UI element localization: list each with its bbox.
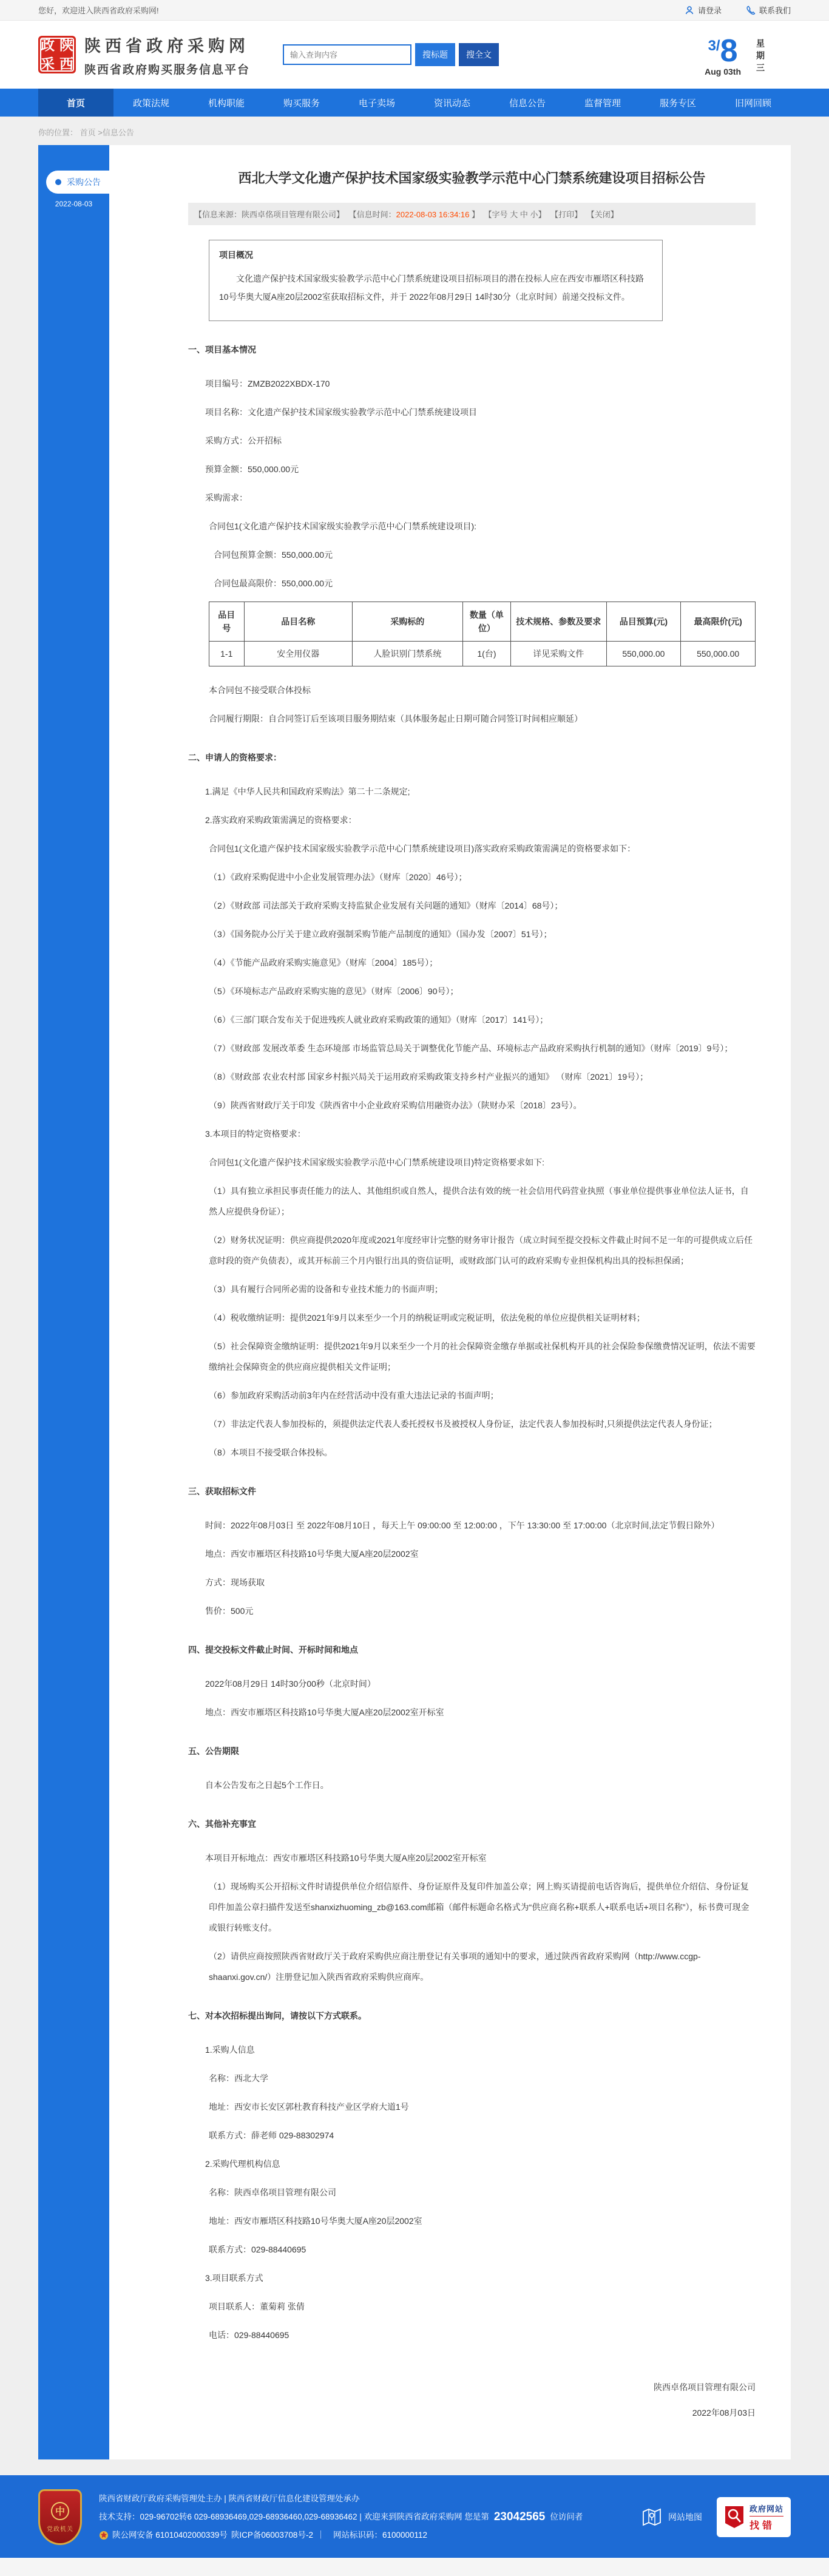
article-paragraph: 电话：029-88440695 xyxy=(209,2330,289,2340)
nav-item[interactable]: 监督管理 xyxy=(584,98,621,109)
article-paragraph: 售价：500元 xyxy=(205,1606,254,1616)
main-nav xyxy=(0,89,829,117)
page-title: 西北大学文化遗产保护技术国家级实验教学示范中心门禁系统建设项目招标公告 xyxy=(238,171,706,186)
site-subtitle: 陕西省政府购买服务信息平台 xyxy=(84,63,251,76)
article-paragraph: （7）《财政部 发展改革委 生态环境部 市场监管总局关于调整优化节能产品、环境标志产品政府采购执行机制的通知》（财库〔2019〕9号）； xyxy=(209,1043,733,1053)
article-paragraph: 合同包1(文化遗产保护技术国家级实验教学示范中心门禁系统建设项目)特定资格要求如下: xyxy=(209,1158,544,1167)
nav-item[interactable]: 机构职能 xyxy=(208,98,245,109)
article-paragraph: 二、申请人的资格要求： xyxy=(188,753,282,762)
meta-source: 【信息来源：陕西卓佲项目管理有限公司】 xyxy=(194,210,345,219)
nav-item[interactable]: 旧网回顾 xyxy=(734,98,771,109)
article-paragraph: 项目联系人：董菊莉 张倩 xyxy=(209,2302,305,2311)
bottom-strip xyxy=(0,2558,829,2576)
article-paragraph: 时间：2022年08月03日 至 2022年08月10日 ，每天上午 09:00:00 至 12:00:00 ，下午 13:30:00 至 17:00:00（北京时间,法定节假日除外） xyxy=(205,1520,720,1530)
article-paragraph: （8）《财政部 农业农村部 国家乡村振兴局关于运用政府采购政策支持乡村产业振兴的通知》 （财库〔2021〕19号）； xyxy=(209,1072,649,1082)
article-paragraph: 六、其他补充事宜 xyxy=(188,1819,256,1829)
table-row: 1-1 安全用仪器 人脸识别门禁系统 1(台) 详见采购文件 550,000.00 550,000.00 xyxy=(209,642,756,666)
site-header xyxy=(0,21,829,89)
project-overview-box xyxy=(209,240,663,321)
breadcrumb-current-link[interactable]: 信息公告 xyxy=(102,128,134,137)
search-title-button[interactable]: 搜标题 xyxy=(415,43,455,66)
site-code: ｜ 网站标识码：6100000112 xyxy=(316,2530,428,2540)
article-meta-bar xyxy=(188,203,756,225)
error-magnifier-icon xyxy=(724,2505,745,2529)
article-paragraph: 地点：西安市雁塔区科技路10号华奥大厦A座20层2002室 xyxy=(205,1549,419,1559)
weekday-label: 星期三 xyxy=(756,39,765,75)
article-paragraph: 合同包预算金额：550,000.00元 xyxy=(214,550,333,560)
font-size-controls[interactable]: 【字号 大 中 小】 xyxy=(484,210,546,219)
article-paragraph: 项目名称：文化遗产保护技术国家级实验教学示范中心门禁系统建设项目 xyxy=(205,407,477,417)
login-link[interactable]: 请登录 xyxy=(685,4,722,16)
article-paragraph: 合同履行期限：自合同签订后至该项目服务期结束（具体服务起止日期可随合同签订时间相应顺延） xyxy=(209,714,583,724)
article-paragraph: 四、提交投标文件截止时间、开标时间和地点 xyxy=(188,1645,358,1655)
article-paragraph: （2）《财政部 司法部关于政府采购支持监狱企业发展有关问题的通知》（财库〔2014〕68号）； xyxy=(209,901,563,910)
close-button[interactable]: 【关闭】 xyxy=(586,210,618,219)
sitemap-link[interactable]: 网站地图 xyxy=(641,2507,702,2527)
article-paragraph: 三、获取招标文件 xyxy=(188,1486,256,1496)
article-body-part1 xyxy=(188,339,756,594)
article-paragraph: （4）《节能产品政府采购实施意见》（财库〔2004〕185号）； xyxy=(209,958,438,968)
article-paragraph: 七、对本次招标提出询问，请按以下方式联系。 xyxy=(188,2011,367,2021)
article-paragraph: （2）请供应商按照陕西省财政厅关于政府采购供应商注册登记有关事项的通知中的要求，通过陕西省政府采购网（http://www.ccgp-shaanxi.gov.cn/）注册登记加入陕西省政府采购供应商库。 xyxy=(209,1951,701,1982)
article-paragraph: （3）《国务院办公厅关于建立政府强制采购节能产品制度的通知》（国办发〔2007〕51号）； xyxy=(209,929,552,939)
signature-date: 2022年08月03日 xyxy=(692,2408,756,2418)
contact-link[interactable]: 联系我们 xyxy=(746,4,791,16)
nav-item[interactable]: 信息公告 xyxy=(509,98,546,109)
article-paragraph: 项目编号：ZMZB2022XBDX-170 xyxy=(205,379,330,388)
article-paragraph: 采购需求： xyxy=(205,493,248,503)
nav-item[interactable]: 购买服务 xyxy=(283,98,320,109)
article-paragraph: 地址：西安市长安区郭杜教育科技产业区学府大道1号 xyxy=(209,2102,409,2112)
article-paragraph: 地点：西安市雁塔区科技路10号华奥大厦A座20层2002室开标室 xyxy=(205,1707,444,1717)
nav-item[interactable]: 服务专区 xyxy=(659,98,696,109)
left-sidebar xyxy=(38,145,109,2459)
article-panel xyxy=(109,145,791,2459)
signature-block xyxy=(188,2374,756,2425)
article-paragraph: （6）《三部门联合发布关于促进残疾人就业政府采购政策的通知》（财库〔2017〕141号）； xyxy=(209,1015,549,1025)
welcome-text: 您好，欢迎进入陕西省政府采购网! xyxy=(38,6,159,15)
article-paragraph: 本合同包不接受联合体投标 xyxy=(209,685,311,695)
article-paragraph: 3.本项目的特定资格要求： xyxy=(205,1129,306,1139)
nav-item[interactable]: 政策法规 xyxy=(132,98,169,109)
site-logo[interactable] xyxy=(38,33,250,77)
bullet-dot-icon xyxy=(55,179,61,185)
overview-heading: 项目概况 xyxy=(219,250,253,260)
date-english: Aug 03th xyxy=(705,67,741,76)
article-paragraph: 合同包最高限价：550,000.00元 xyxy=(214,578,333,588)
footer-organizer-line: 陕西省财政厅政府采购管理处主办 | 陕西省财政厅信息化建设管理处承办 xyxy=(99,2494,360,2503)
beian-number[interactable]: 陕公网安备 61010402000339号 xyxy=(112,2530,228,2540)
user-icon xyxy=(685,5,694,15)
article-paragraph: （1）具有独立承担民事责任能力的法人、其他组织或自然人，提供合法有效的统一社会信用代码营业执照（事业单位提供事业单位法人证书，自然人应提供身份证）； xyxy=(209,1186,749,1216)
article-paragraph: 名称：西北大学 xyxy=(209,2073,268,2083)
article-paragraph: 1.采购人信息 xyxy=(205,2045,255,2055)
content-layout xyxy=(38,145,791,2459)
search-input[interactable] xyxy=(283,44,411,65)
table-header-row: 品目号 品目名称 采购标的 数量（单位） 技术规格、参数及要求 品目预算(元) 最高限价(元) xyxy=(209,602,756,642)
article-paragraph: 1.满足《中华人民共和国政府采购法》第二十二条规定; xyxy=(205,787,410,796)
article-paragraph: 联系方式：029-88440695 xyxy=(209,2245,306,2254)
overview-text: 文化遗产保护技术国家级实验教学示范中心门禁系统建设项目招标项目的潜在投标人应在西安市雁塔区科技路10号华奥大厦A座20层2002室获取招标文件，并于 2022年08月29日 14时30分（北京时间）前递交投标文件。 xyxy=(219,274,644,302)
phone-icon xyxy=(746,5,756,15)
visitor-count: 23042565 xyxy=(493,2510,546,2523)
date-day: 8 xyxy=(720,33,738,69)
date-month: 3/ xyxy=(708,38,720,54)
gov-site-error-report-button[interactable]: 政府网站 找错 xyxy=(717,2497,791,2537)
article-paragraph: （1）《政府采购促进中小企业发展管理办法》（财库〔2020〕46号）； xyxy=(209,872,467,882)
nav-item[interactable]: 资讯动态 xyxy=(433,98,470,109)
article-paragraph: 预算金额：550,000.00元 xyxy=(205,464,299,474)
sidebar-item-procurement-notice[interactable]: 采购公告 xyxy=(46,171,109,194)
top-bar xyxy=(0,0,829,21)
article-paragraph: 一、项目基本情况 xyxy=(188,345,256,354)
footer-support-line: 技术支持：029-96702转6 029-68936469,029-68936460,029-68936462 | 欢迎来到陕西省政府采购网 您是第 23042565 位访问者 xyxy=(99,2510,583,2523)
article-paragraph: 联系方式：薛老师 029-88302974 xyxy=(209,2130,334,2140)
article-paragraph: （2）财务状况证明：供应商提供2020年度或2021年度经审计完整的财务审计报告（成立时间至提交投标文件截止时间不足一年的可提供成立后任意时段的资产负债表），或其开标前三个月内银行出具的资信证明，或财政部门认可的政府采购专业担保机构出具的投标担保函； xyxy=(209,1235,753,1266)
footer-registration-line xyxy=(99,2529,624,2542)
article-paragraph: 五、公告期限 xyxy=(188,1746,239,1756)
meta-time: 【信息时间：2022-08-03 16:34:16 】 xyxy=(348,210,479,219)
icp-number[interactable]: 陕ICP备06003708号-2 xyxy=(231,2530,313,2540)
party-government-badge-icon: 中 党政机关 xyxy=(38,2489,82,2545)
nav-item[interactable]: 首页 xyxy=(38,89,113,117)
article-paragraph: 3.项目联系方式 xyxy=(205,2273,263,2283)
article-paragraph: （7）非法定代表人参加投标的，须提供法定代表人委托授权书及被授权人身份证，法定代表人参加投标时,只须提供法定代表人身份证； xyxy=(209,1419,717,1429)
signature-company: 陕西卓佲项目管理有限公司 xyxy=(654,2382,756,2392)
article-paragraph: 合同包1(文化遗产保护技术国家级实验教学示范中心门禁系统建设项目): xyxy=(209,521,476,531)
sidebar-notice-date: 2022-08-03 xyxy=(55,200,93,208)
article-paragraph: 本项目开标地点：西安市雁塔区科技路10号华奥大厦A座20层2002室开标室 xyxy=(205,1853,487,1863)
logo-seal-icon: 政 陕 采 西 xyxy=(38,36,76,73)
nav-item[interactable]: 电子卖场 xyxy=(358,98,395,109)
article-paragraph: （6）参加政府采购活动前3年内在经营活动中没有重大违法记录的书面声明； xyxy=(209,1391,499,1400)
procurement-items-table xyxy=(209,602,756,666)
article-paragraph: （1）现场购买公开招标文件时请提供单位介绍信原件、身份证原件及复印件加盖公章；网上购买请提前电话咨询后，提供单位介绍信、身份证复印件加盖公章扫描件发送至shanxizhuoming_zb@163.com邮箱（邮件标题命名格式为“供应商名称+联系人+联系电话+项目名称”），标书费可现金或银行转账支付。 xyxy=(209,1882,749,1933)
article-paragraph: （3）具有履行合同所必需的设备和专业技术能力的书面声明； xyxy=(209,1284,443,1294)
article-paragraph: （4）税收缴纳证明：提供2021年9月以来至少一个月的纳税证明或完税证明，依法免税的单位应提供相关证明材料； xyxy=(209,1313,645,1323)
article-paragraph: 2.采购代理机构信息 xyxy=(205,2159,280,2169)
article-paragraph: （8）本项目不接受联合体投标。 xyxy=(209,1448,333,1457)
article-paragraph: 方式：现场获取 xyxy=(205,1578,265,1587)
article-paragraph: （9）陕西省财政厅关于印发《陕西省中小企业政府采购信用融资办法》（陕财办采〔2018〕23号）。 xyxy=(209,1100,582,1110)
search-bar xyxy=(283,43,499,66)
article-paragraph: （5）社会保障资金缴纳证明：提供2021年9月以来至少一个月的社会保障资金缴存单据或社保机构开具的社会保险参保缴费情况证明，依法不需要缴纳社会保障资金的供应商应提供相关文件证明； xyxy=(209,1341,756,1372)
article-paragraph: 采购方式：公开招标 xyxy=(205,436,282,446)
article-paragraph: 2022年08月29日 14时30分00秒（北京时间） xyxy=(205,1679,376,1689)
public-security-badge-icon xyxy=(99,2530,109,2540)
print-button[interactable]: 【打印】 xyxy=(550,210,583,219)
article-paragraph: 合同包1(文化遗产保护技术国家级实验教学示范中心门禁系统建设项目)落实政府采购政策需满足的资格要求如下： xyxy=(209,844,636,853)
article-paragraph: 自本公告发布之日起5个工作日。 xyxy=(205,1780,329,1790)
breadcrumb: 你的位置： 首页 >信息公告 xyxy=(38,128,134,137)
site-footer xyxy=(0,2475,829,2558)
site-name: 陕西省政府采购网 xyxy=(84,36,249,55)
breadcrumb-home-link[interactable]: 首页 xyxy=(80,128,96,137)
map-icon xyxy=(641,2507,662,2527)
article-paragraph: 2.落实政府采购政策需满足的资格要求： xyxy=(205,815,357,825)
date-widget xyxy=(705,33,791,76)
article-paragraph: 地址：西安市雁塔区科技路10号华奥大厦A座20层2002室 xyxy=(209,2216,422,2226)
article-paragraph: 名称：陕西卓佲项目管理有限公司 xyxy=(209,2188,336,2197)
search-fulltext-button[interactable]: 搜全文 xyxy=(459,43,499,66)
article-body-part2 xyxy=(188,680,756,2345)
article-paragraph: （5）《环境标志产品政府采购实施的意见》（财库〔2006〕90号）； xyxy=(209,986,459,996)
